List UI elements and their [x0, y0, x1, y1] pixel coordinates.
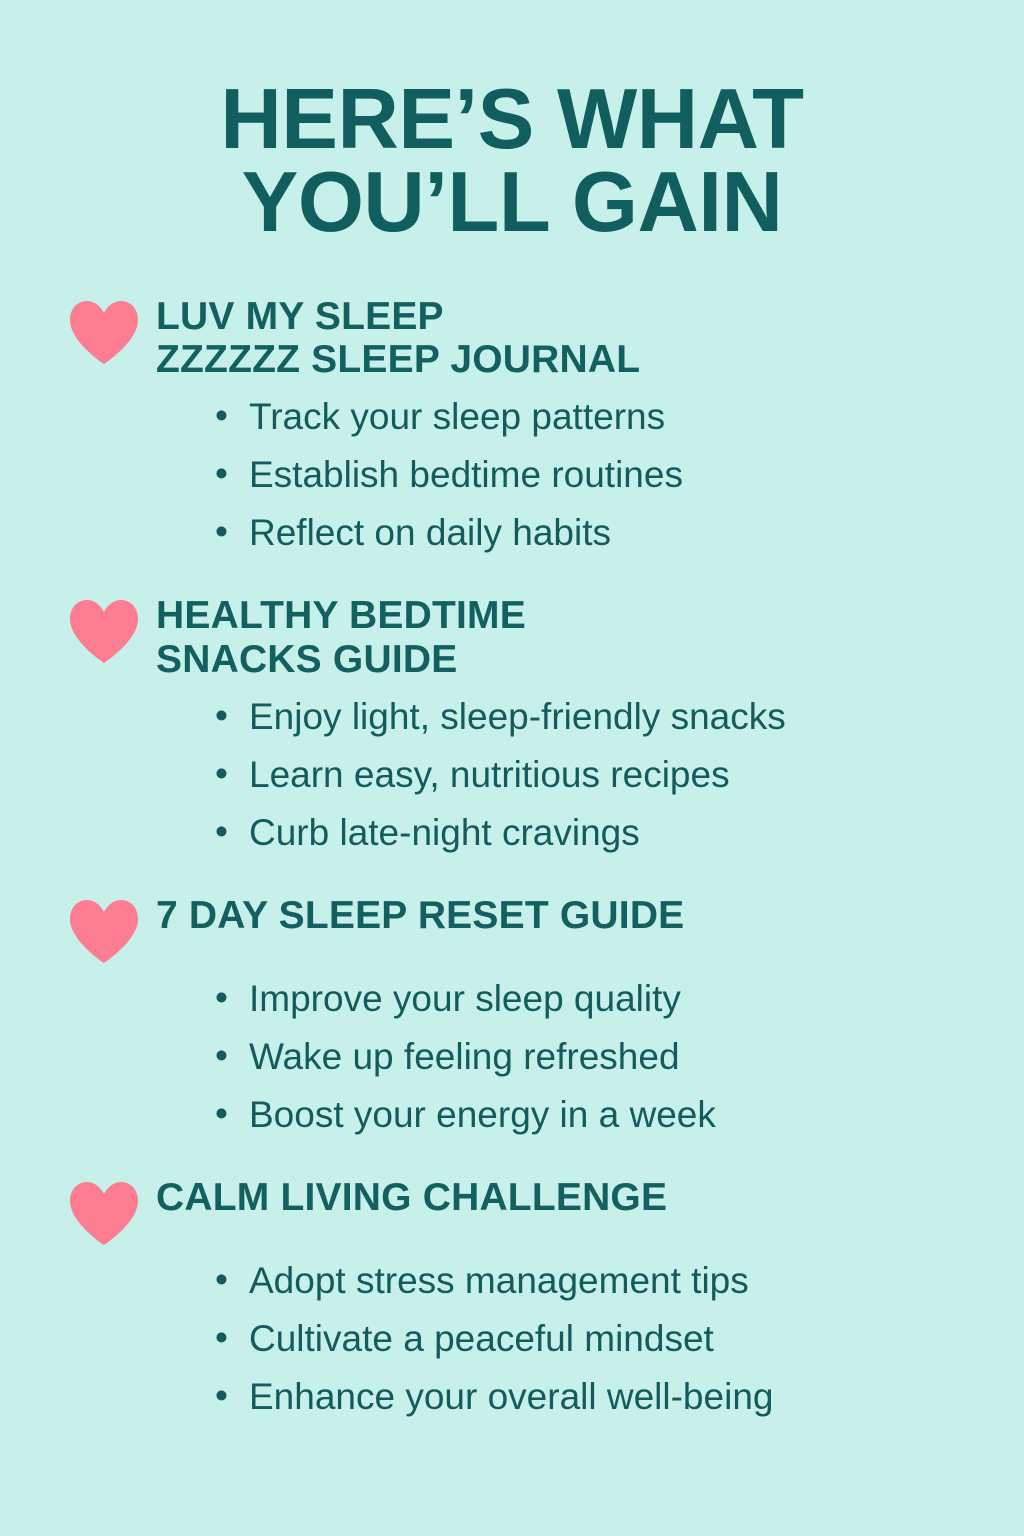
- benefit-section-4-title-line-1: CALM LIVING CHALLENGE: [156, 1175, 668, 1219]
- benefit-section-2: [68, 592, 984, 862]
- benefit-section-1-title: [156, 293, 640, 382]
- list-item: • Learn easy, nutritious recipes: [215, 746, 984, 804]
- page-title: [40, 72, 984, 251]
- benefit-section-2-title-line-2: SNACKS GUIDE: [156, 637, 458, 681]
- heart-icon: [68, 299, 140, 365]
- benefit-section-4-title: [156, 1174, 667, 1220]
- benefit-section-4: [68, 1174, 984, 1426]
- list-item: • Track your sleep patterns: [215, 388, 984, 446]
- list-item: • Boost your energy in a week: [215, 1086, 984, 1144]
- benefit-section-1-title-line-2: ZZZZZZ SLEEP JOURNAL: [156, 338, 641, 382]
- benefit-section-2-bullets: [68, 688, 984, 862]
- benefit-section-2-title: [156, 592, 526, 681]
- benefit-section-2-header: [68, 592, 984, 681]
- benefit-section-3-bullets: [68, 970, 984, 1144]
- benefit-section-2-title-line-1: HEALTHY BEDTIME: [156, 594, 526, 638]
- benefit-section-3-title: [156, 892, 684, 938]
- benefit-section-3-header: [68, 892, 984, 964]
- list-item: • Establish bedtime routines: [215, 446, 984, 504]
- benefits-list: [40, 293, 984, 1427]
- list-item: • Curb late-night cravings: [215, 804, 984, 862]
- list-item: • Improve your sleep quality: [215, 970, 984, 1028]
- list-item: • Cultivate a peaceful mindset: [215, 1310, 984, 1368]
- benefit-section-4-header: [68, 1174, 984, 1246]
- list-item: • Wake up feeling refreshed: [215, 1028, 984, 1086]
- page-title-line-1: HERE’S WHAT: [220, 72, 804, 167]
- list-item: • Enjoy light, sleep-friendly snacks: [215, 688, 984, 746]
- list-item: • Adopt stress management tips: [215, 1252, 984, 1310]
- list-item: • Reflect on daily habits: [215, 504, 984, 562]
- benefit-section-3: [68, 892, 984, 1144]
- heart-icon: [68, 1180, 140, 1246]
- benefit-section-4-bullets: [68, 1252, 984, 1426]
- benefit-section-1: [68, 293, 984, 563]
- benefit-section-3-title-line-1: 7 DAY SLEEP RESET GUIDE: [156, 893, 685, 937]
- list-item: • Enhance your overall well-being: [215, 1368, 984, 1426]
- heart-icon: [68, 598, 140, 664]
- page-title-line-2: YOU’LL GAIN: [241, 155, 783, 251]
- heart-icon: [68, 898, 140, 964]
- benefit-section-1-title-line-1: LUV MY SLEEP: [156, 294, 444, 338]
- benefit-section-1-bullets: [68, 388, 984, 562]
- benefit-section-1-header: [68, 293, 984, 382]
